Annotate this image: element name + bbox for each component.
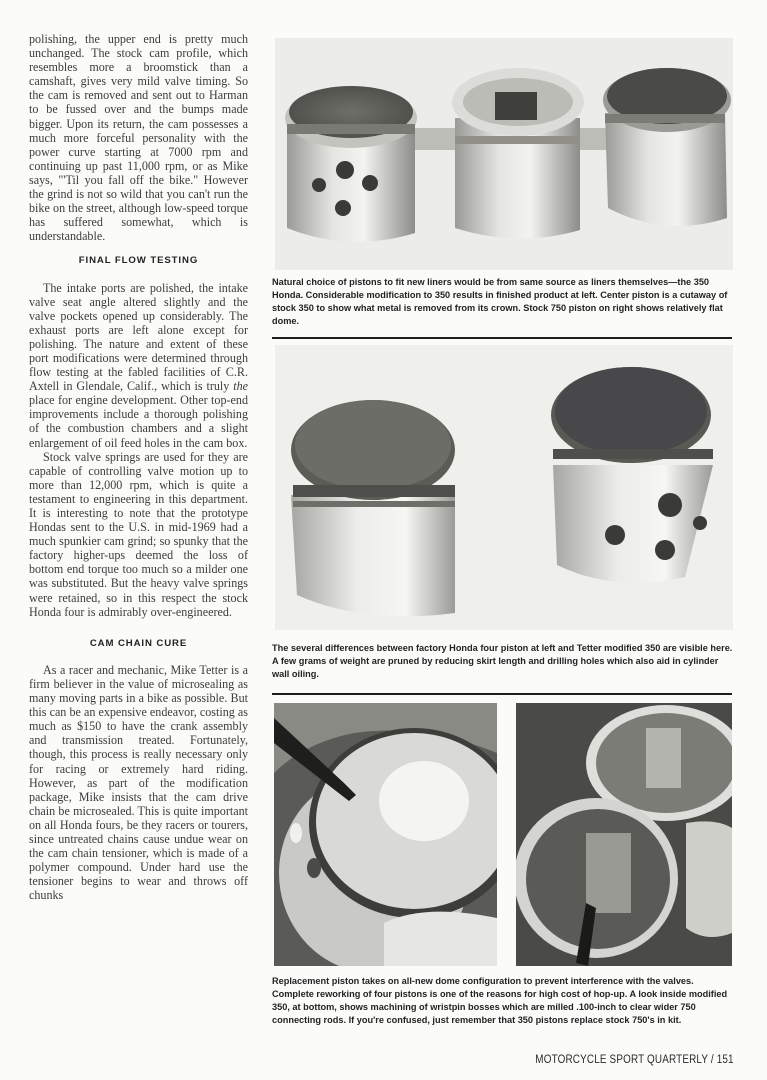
body-text: The intake ports are polished, the intake valve seat angle altered slightly and the valve pockets opened up considerably. The exhaust ports are left alone except for polishing. The nature and extent of these port modifications were determined through flow testing at the fabled facilities of C.R. Axtell in Glendale, Calif., which is truly: [29, 280, 248, 394]
caption-divider: [272, 693, 732, 695]
body-paragraph: [29, 281, 248, 450]
body-text: place for engine development. Other top-end improvements include a thorough polishing of the combustion chambers and a slight enlargement of oil feed holes in the cam box.: [29, 393, 248, 450]
pistons-illustration: [275, 38, 733, 270]
article-text-column: [29, 32, 248, 902]
pistons-illustration: [275, 345, 733, 630]
interior-illustration: [516, 703, 732, 966]
body-paragraph: As a racer and mechanic, Mike Tetter is a firm believer in the value of microsealing as many moving parts in a bike as possible. But this can be an expensive endeavor, costing as much as $150 to have the crank assembly and transmission treated. Fortunately, though, this process is really necessary only for racing or extremely hard riding. However, as part of the modification package, Mike insists that the cam drive chain be microsealed. This is quite important on all Honda fours, be they racers or tourers, since untreated chains cause undue wear on the cam chain tensioner, which is made of a polymer compound. Under hard use the tensioner begins to wear and throws off chunks: [29, 662, 248, 903]
emphasis-text: the: [233, 379, 248, 394]
photo-piston-dome-closeup: [274, 703, 497, 966]
figure-caption-2: The several differences between factory Honda four piston at left and Tetter modified 350 are visible here. A few grams of weight are pruned by reducing skirt length and drilling holes which also aid in cylinder wall oiling.: [272, 643, 733, 679]
figure-caption-1: Natural choice of pistons to fit new liners would be from same source as liners themselves—the 350 Honda. Considerable modification to 350 results in finished product at left. Center piston is a cutaway of stock 350 to show what metal is removed from its crown. Stock 750 piston on right shows relatively flat dome.: [272, 277, 728, 326]
figure-caption-3: Replacement piston takes on all-new dome configuration to prevent interference with the valves. Complete reworking of four pistons is one of the reasons for high cost of hop-up. A look inside modified 350, at bottom, shows machining of wristpin bosses which are milled .100-inch to clear wider 750 connecting rods. If you're confused, just remember that 350 pistons replace stock 750's in kit.: [272, 976, 728, 1025]
photo-piston-interior: [516, 703, 732, 966]
section-heading-cam-chain-cure: CAM CHAIN CURE: [89, 637, 188, 649]
body-paragraph: polishing, the upper end is pretty much unchanged. The stock cam profile, which resembles more a broomstick than a camshaft, gives very mild valve timing. So the cam is removed and sent out to Harman to be fussed over and the bumps made bigger. Upon its return, the cam possesses a much more forceful personality with the power curve starting at 7000 rpm and continuing up past 11,000 rpm, or as Mike says, "'Til you fall off the bike." However the grind is not so wild that you can't run the bike on the street, although low-speed torque has suffered somewhat, which is understandable.: [29, 32, 248, 244]
section-heading-final-flow-testing: FINAL FLOW TESTING: [78, 255, 199, 267]
photo-two-pistons-comparison: [275, 345, 733, 630]
body-paragraph: Stock valve springs are used for they are capable of controlling valve motion up to more than 12,000 rpm, which is quite a testament to engineering in this department. It is interesting to note that the prototype Hondas sent to the U.S. in mid-1969 had a much spunkier cam grind; so spunky that the factory higher-ups deemed the loss of bottom end torque too much so a milder one was substituted. But the heavy valve springs were retained, so in this respect the stock Honda four is admirably over-engineered.: [29, 449, 248, 619]
caption-divider: [272, 337, 732, 339]
dome-illustration: [274, 703, 497, 966]
photo-three-pistons: [275, 38, 733, 270]
page-folio: MOTORCYCLE SPORT QUARTERLY / 151: [535, 1054, 734, 1066]
